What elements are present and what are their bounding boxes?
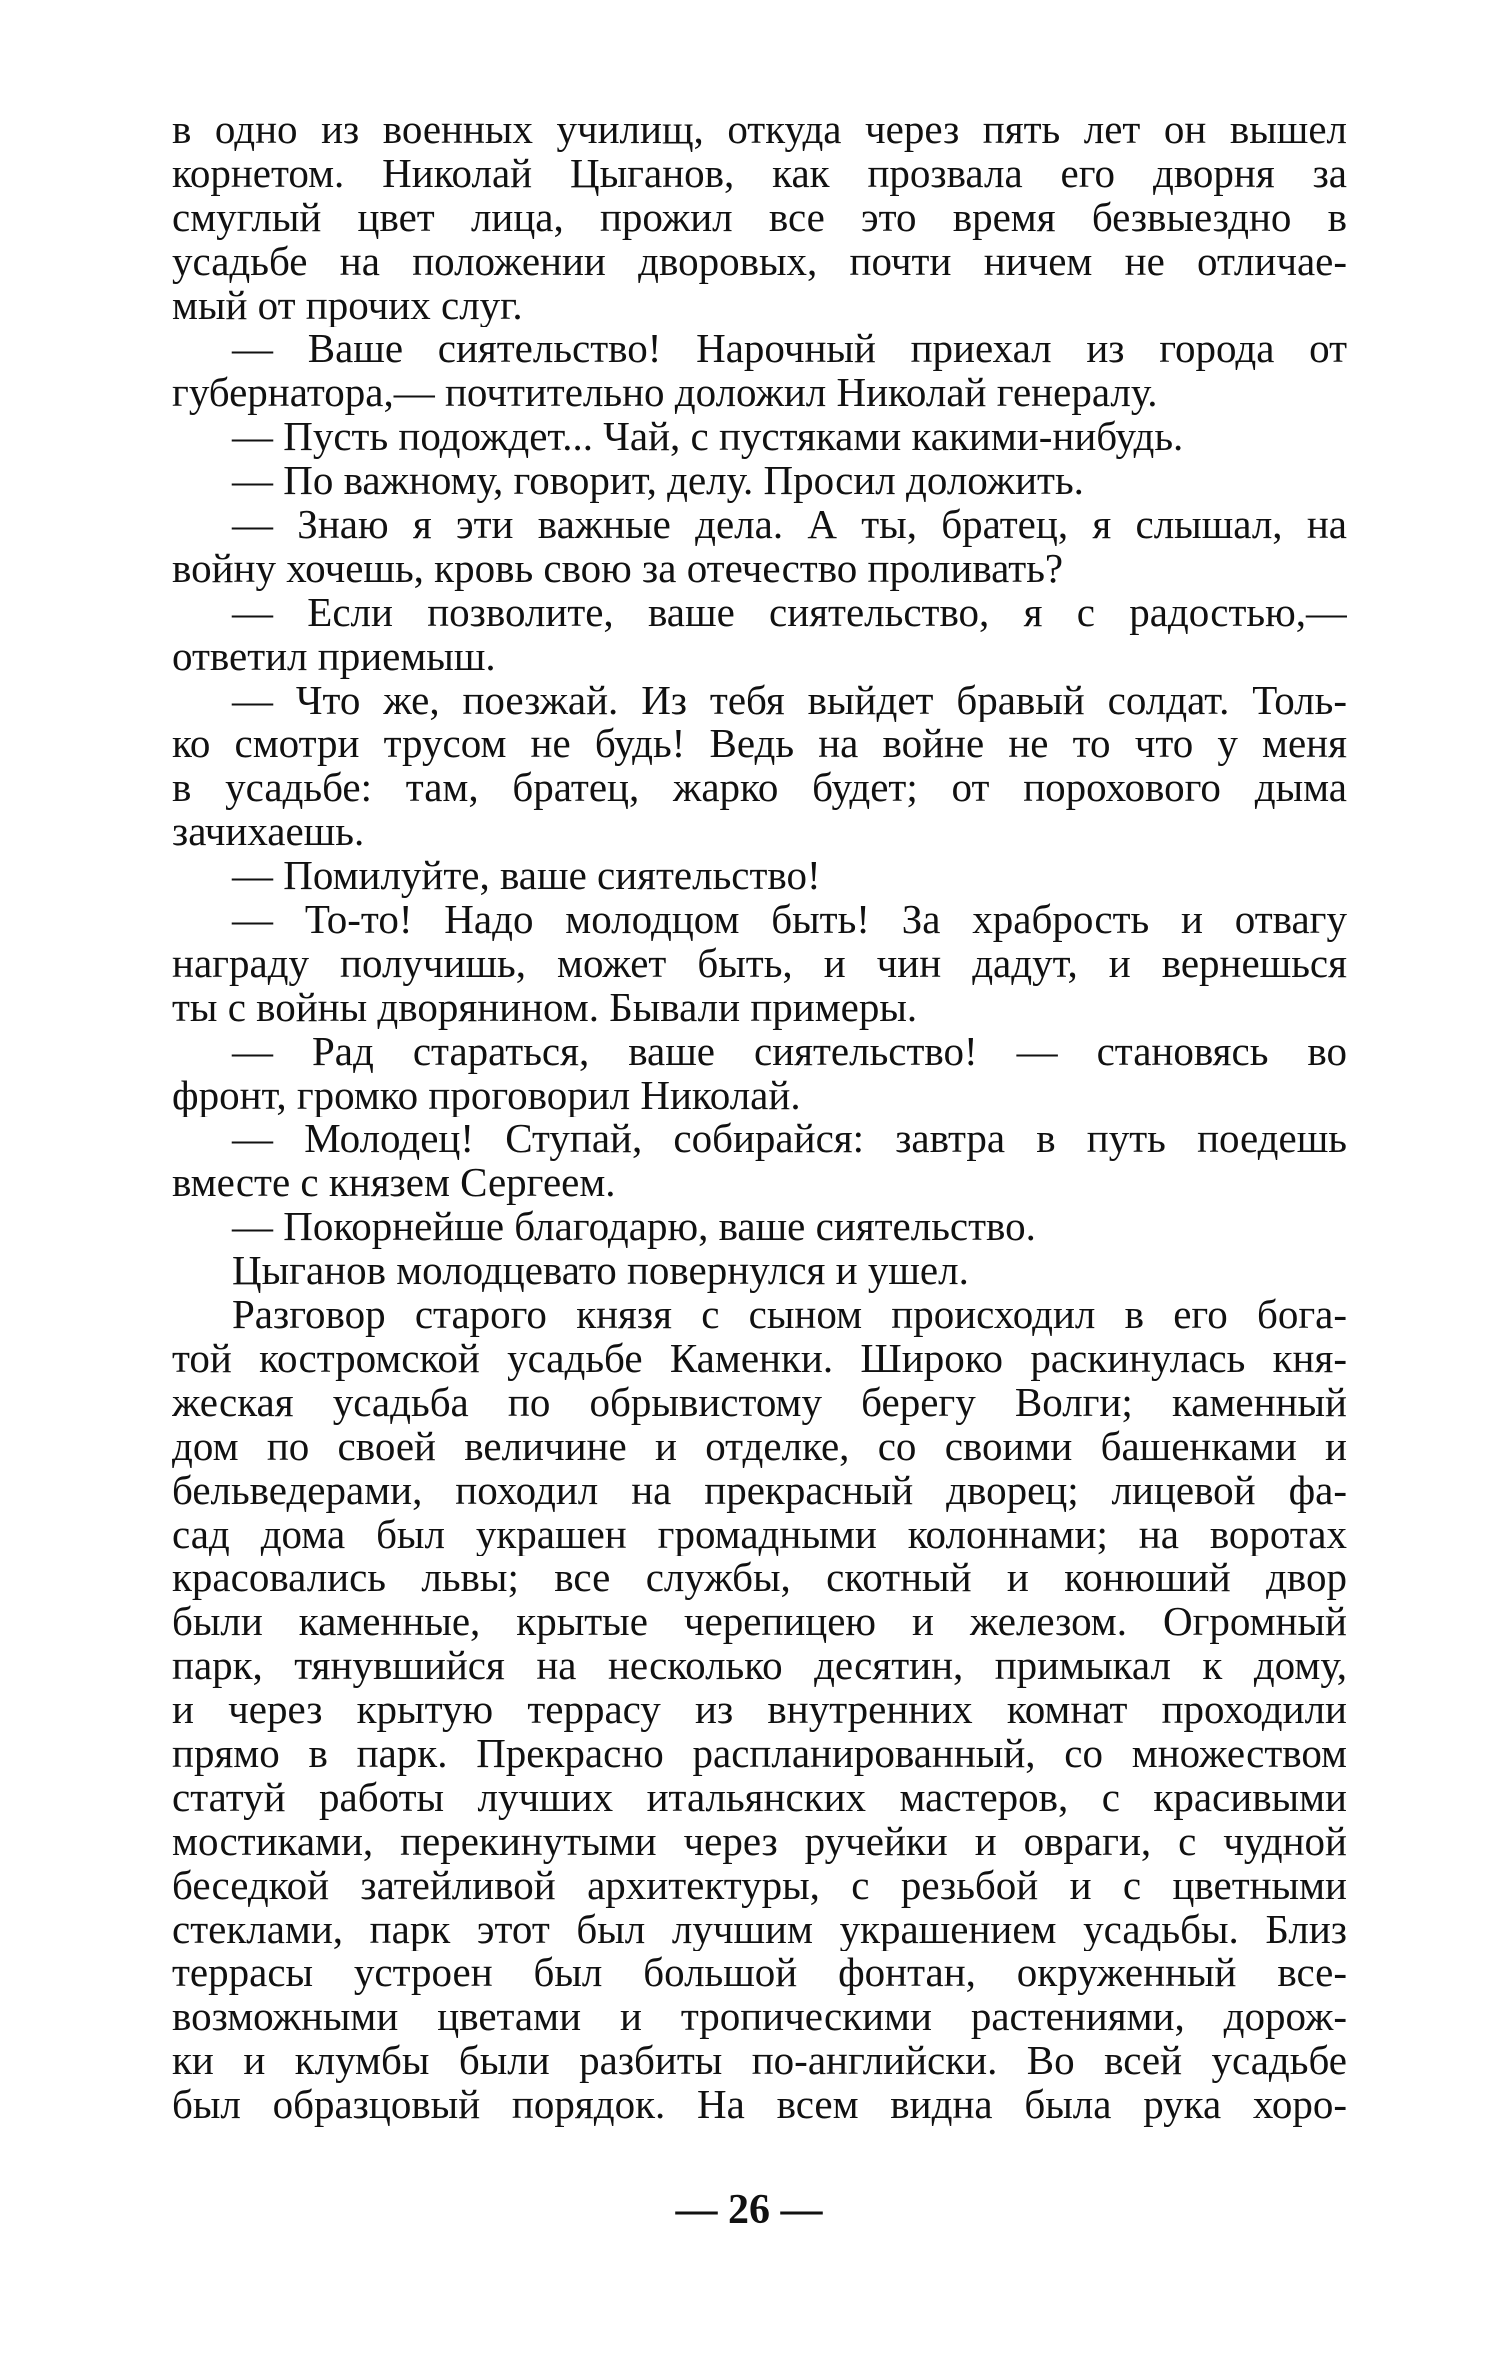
text-line: ко смотри трусом не будь! Ведь на войне не то что у меня bbox=[172, 722, 1347, 767]
text-line: парк, тянувшийся на несколько десятин, примыкал к дому, bbox=[172, 1644, 1347, 1689]
text-line: прямо в парк. Прекрасно распланированный, со множеством bbox=[172, 1731, 1347, 1776]
text-line: смуглый цвет лица, прожил все это время безвыездно в bbox=[172, 195, 1347, 240]
text-line: — Помилуйте, ваше сиятельство! bbox=[232, 854, 821, 899]
text-line: в усадьбе: там, братец, жарко будет; от порохового дыма bbox=[172, 766, 1347, 811]
text-line: — То-то! Надо молодцом быть! За храбрость и отвагу bbox=[232, 898, 1347, 942]
text-line: ки и клумбы были разбиты по-английски. Во всей усадьбе bbox=[172, 2039, 1347, 2084]
text-line: жеская усадьба по обрывистому берегу Волги; каменный bbox=[172, 1380, 1347, 1425]
text-line: красовались львы; все службы, скотный и конюший двор bbox=[172, 1556, 1347, 1601]
text-line: ты с войны дворянином. Бывали примеры. bbox=[172, 985, 918, 1030]
text-line: — Что же, поезжай. Из тебя выйдет бравый солдат. Толь- bbox=[232, 678, 1347, 723]
text-line: фронт, громко проговорил Николай. bbox=[172, 1073, 801, 1118]
text-line: — Знаю я эти важные дела. А ты, братец, я слышал, на bbox=[232, 503, 1347, 547]
text-line: сад дома был украшен громадными колоннами; на воротах bbox=[172, 1512, 1347, 1557]
text-line: — Пусть подождет... Чай, с пустяками какими-нибудь. bbox=[232, 415, 1184, 460]
text-line: ответил приемыш. bbox=[172, 634, 496, 679]
text-line: в одно из военных училищ, откуда через пять лет он вышел bbox=[172, 108, 1347, 152]
text-line: статуй работы лучших итальянских мастеров, с красивыми bbox=[172, 1775, 1347, 1820]
text-line: был образцовый порядок. На всем видна была рука хоро- bbox=[172, 2083, 1347, 2127]
text-line: усадьбе на положении дворовых, почти ничем не отличае- bbox=[172, 239, 1347, 284]
text-line: были каменные, крытые черепицею и железом. Огромный bbox=[172, 1600, 1347, 1645]
text-line: той костромской усадьбе Каменки. Широко раскинулась кня- bbox=[172, 1336, 1347, 1381]
text-line: возможными цветами и тропическими растениями, дорож- bbox=[172, 1995, 1347, 2040]
text-line: — Если позволите, ваше сиятельство, я с радостью,— bbox=[232, 590, 1347, 635]
text-line: дом по своей величине и отделке, со своими башенками и bbox=[172, 1424, 1347, 1469]
text-line: губернатора,— почтительно доложил Николай генералу. bbox=[172, 371, 1158, 416]
text-line: бельведерами, походил на прекрасный дворец; лицевой фа- bbox=[172, 1468, 1347, 1513]
text-line: Разговор старого князя с сыном происходил в его бога- bbox=[232, 1293, 1347, 1337]
text-line: — По важному, говорит, делу. Просил доложить. bbox=[232, 459, 1084, 504]
text-line: — Ваше сиятельство! Нарочный приехал из города от bbox=[232, 327, 1347, 372]
text-line: мостиками, перекинутыми через ручейки и овраги, с чудной bbox=[172, 1819, 1347, 1864]
text-line: террасы устроен был большой фонтан, окруженный все- bbox=[172, 1951, 1347, 1996]
text-line: и через крытую террасу из внутренних комнат проходили bbox=[172, 1688, 1347, 1732]
text-line: зачихаешь. bbox=[172, 810, 365, 855]
text-line: награду получишь, может быть, и чин дадут, и вернешься bbox=[172, 941, 1347, 986]
text-line: стеклами, парк этот был лучшим украшением усадьбы. Близ bbox=[172, 1907, 1347, 1952]
text-line: — Молодец! Ступай, собирайся: завтра в путь поедешь bbox=[232, 1117, 1347, 1162]
page-body-text bbox=[172, 108, 1347, 2127]
text-line: корнетом. Николай Цыганов, как прозвала его дворня за bbox=[172, 151, 1347, 196]
text-line: мый от прочих слуг. bbox=[172, 283, 523, 328]
text-line: — Рад стараться, ваше сиятельство! — становясь во bbox=[232, 1029, 1347, 1074]
page-number: — 26 — bbox=[675, 2187, 823, 2233]
text-line: — Покорнейше благодарю, ваше сиятельство. bbox=[232, 1205, 1036, 1250]
text-line: Цыганов молодцевато повернулся и ушел. bbox=[232, 1249, 969, 1294]
text-line: войну хочешь, кровь свою за отечество проливать? bbox=[172, 546, 1064, 591]
text-line: беседкой затейливой архитектуры, с резьбой и с цветными bbox=[172, 1863, 1347, 1908]
text-line: вместе с князем Сергеем. bbox=[172, 1161, 616, 1206]
